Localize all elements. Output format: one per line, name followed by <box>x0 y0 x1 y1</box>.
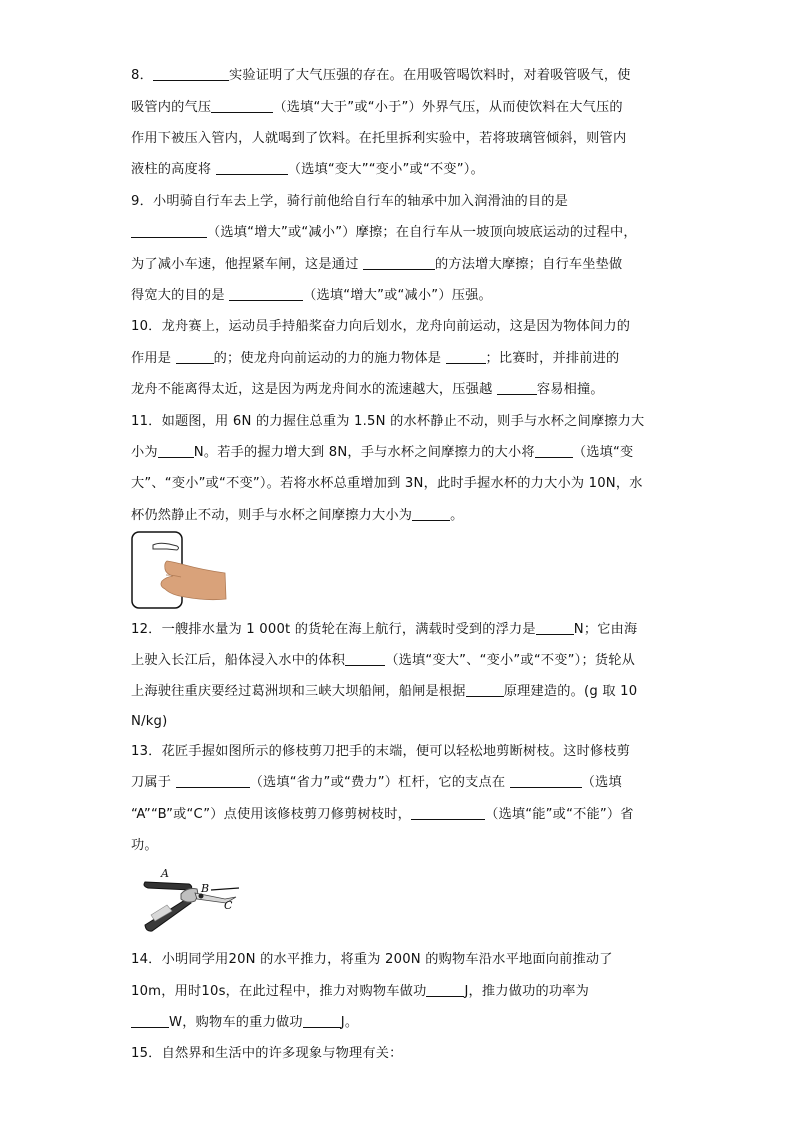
q11-line-4: 杯仍然静止不动，则手与水杯之间摩擦力大小为 。 <box>131 508 464 523</box>
answer-blank[interactable] <box>426 982 464 997</box>
q10-line-2: 作用是 的；使龙舟向前运动的力的施力物体是 ；比赛时，并排前进的 <box>131 351 620 366</box>
answer-blank[interactable] <box>158 443 194 458</box>
q9-line-2: （选填“增大”或“减小”）摩擦；在自行车从一坡顶向坡底运动的过程中， <box>131 223 637 243</box>
q12-line-3: 上海驶往重庆要经过葛洲坝和三峡大坝船闸，船闸是根据 原理建造的。(g 取 10 <box>131 684 638 699</box>
q8-line-2: 吸管内的气压 （选填“大于”或“小于”）外界气压，从而使饮料在大气压的 <box>131 100 623 115</box>
q11-line-1: 11．如题图，用 6N 的力握住总重为 1.5N 的水杯静止不动，则手与水杯之间摩擦力大 <box>131 414 645 429</box>
q13-line-4: 功。 <box>131 838 158 853</box>
q11-line-2: 小为 N。若手的握力增大到 8N，手与水杯之间摩擦力的大小将 （选填“变 <box>131 445 634 460</box>
q10-line-1: 10．龙舟赛上，运动员手持船桨奋力向后划水，龙舟向前运动，这是因为物体间力的 <box>131 319 631 334</box>
q14-line-2: 10m，用时10s，在此过程中，推力对购物车做功 J，推力做功的功率为 <box>131 984 590 999</box>
q12-line-4: N/kg) <box>131 714 168 729</box>
q9-line-1: 9．小明骑自行车去上学，骑行前他给自行车的轴承中加入润滑油的目的是 <box>131 194 568 209</box>
answer-blank[interactable] <box>211 98 273 113</box>
answer-blank[interactable] <box>497 380 537 395</box>
q8-line-1: 8． 实验证明了大气压强的存在。在用吸管喝饮料时，对着吸管吸气，使 <box>131 68 631 83</box>
hand-holding-cup-figure <box>129 529 229 611</box>
answer-blank[interactable] <box>153 66 229 81</box>
answer-blank[interactable] <box>345 651 385 666</box>
q8-line-3: 作用下被压入管内，人就喝到了饮料。在托里拆利实验中，若将玻璃管倾斜，则管内 <box>131 131 627 146</box>
q9-line-3: 为了减小车速，他捏紧车闸，这是通过 的方法增大摩擦；自行车坐垫做 <box>131 257 623 272</box>
q14-line-3: W，购物车的重力做功 J。 <box>131 1013 358 1033</box>
q13-line-2: 刀属于 （选填“省力”或“费力”）杠杆，它的支点在 （选填 <box>131 775 622 790</box>
spring-coil <box>181 889 198 903</box>
q11-line-3: 大”、“变小”或“不变”）。若将水杯总重增加到 3N，此时手握水杯的力大小为 10N，水 <box>131 476 643 491</box>
answer-blank[interactable] <box>131 223 207 238</box>
answer-blank[interactable] <box>535 443 573 458</box>
label-a: A <box>161 867 169 880</box>
q10-line-3: 龙舟不能离得太近，这是因为两龙舟间水的流速越大，压强越 容易相撞。 <box>131 382 604 397</box>
label-b: B <box>201 882 210 895</box>
q8-line-4: 液柱的高度将 （选填“变大”“变小”或“不变”）。 <box>131 162 484 177</box>
q13-line-3: “A”“B”或“C”）点使用该修枝剪刀修剪树枝时， （选填“能”或“不能”）省 <box>131 807 634 822</box>
q12-line-2: 上驶入长江后，船体浸入水中的体积 （选填“变大”、“变小”或“不变”）；货轮从 <box>131 653 635 668</box>
upper-handle <box>144 882 192 890</box>
answer-blank[interactable] <box>510 773 582 788</box>
answer-blank[interactable] <box>176 349 214 364</box>
answer-blank[interactable] <box>412 506 450 521</box>
answer-blank[interactable] <box>176 773 250 788</box>
label-c: C <box>224 899 233 912</box>
answer-blank[interactable] <box>363 255 435 270</box>
q14-line-1: 14．小明同学用20N 的水平推力，将重为 200N 的购物车沿水平地面向前推动了 <box>131 952 613 967</box>
answer-blank[interactable] <box>303 1013 341 1028</box>
answer-blank[interactable] <box>229 286 303 301</box>
answer-blank[interactable] <box>446 349 486 364</box>
answer-blank[interactable] <box>536 620 574 635</box>
answer-blank[interactable] <box>131 1013 169 1028</box>
answer-blank[interactable] <box>466 682 504 697</box>
pruning-shears-figure <box>139 867 243 937</box>
answer-blank[interactable] <box>411 805 485 820</box>
q13-line-1: 13．花匠手握如图所示的修枝剪刀把手的末端，便可以轻松地剪断树枝。这时修枝剪 <box>131 744 631 759</box>
answer-blank[interactable] <box>216 160 288 175</box>
cut-line <box>211 888 239 890</box>
q9-line-4: 得宽大的目的是 （选填“增大”或“减小”）压强。 <box>131 288 492 303</box>
q15-line-1: 15．自然界和生活中的许多现象与物理有关： <box>131 1046 403 1061</box>
q12-line-1: 12．一艘排水量为 1 000t 的货轮在海上航行，满载时受到的浮力是 N；它由海 <box>131 622 638 637</box>
